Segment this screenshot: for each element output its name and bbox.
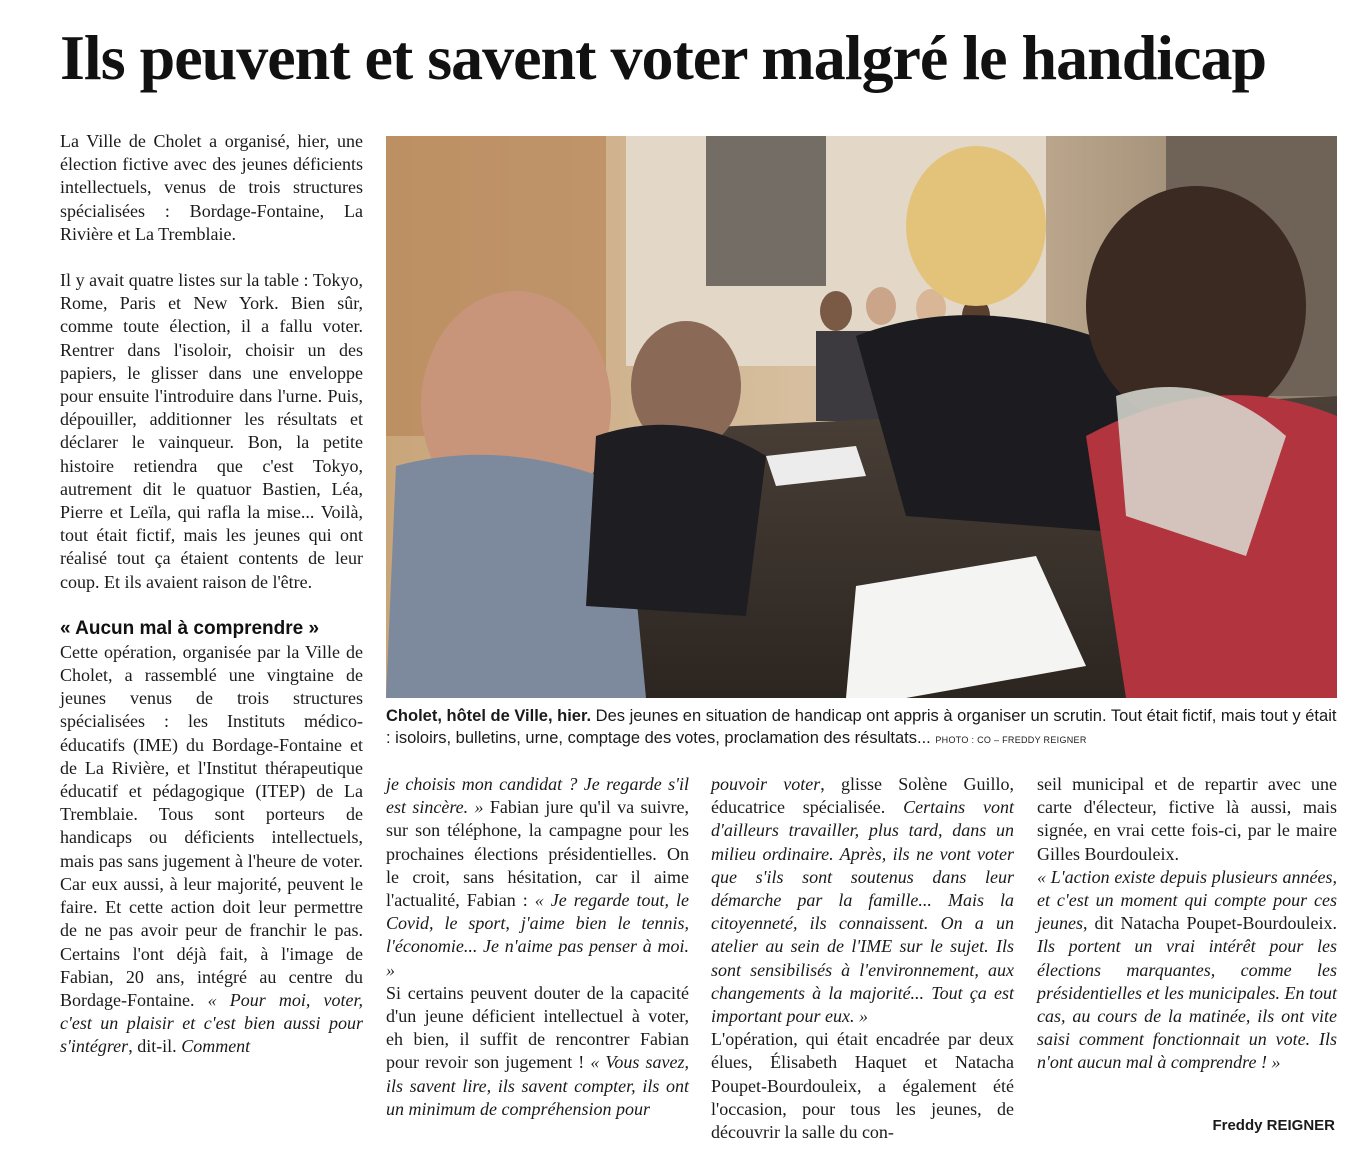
- photo-credit: PHOTO : CO – FREDDY REIGNER: [935, 735, 1087, 745]
- quote-text: pouvoir voter: [711, 774, 821, 794]
- quote-text: Certains vont d'ailleurs travailler, plus tard, dans un milieu ordinaire. Après, ils ne vont voter que s'ils sont soutenus dans leur démarche par la famille... Mais la citoyenneté, ils connaissent. On a un atelier au sein de l'IME sur le sujet. Ils sont sensibilisés à l'environnement, aux changements à la majorité... Tout ça est important pour eux. »: [711, 797, 1015, 1027]
- body-paragraph: [60, 641, 363, 1059]
- body-paragraph: [1037, 866, 1337, 1075]
- quote-text: « Je regarde tout, le Covid, le sport, j'aime bien le tennis, l'économie... Je n'aime pas penser à moi. »: [386, 890, 690, 980]
- caption-text: Des jeunes en situation de handicap ont appris à organiser un scrutin. Tout était fictif, mais tout y était : isoloirs, bulletins, urne, comptage des votes, proclamation des résultats...: [386, 707, 1337, 747]
- body-paragraph: seil municipal et de repartir avec une carte d'électeur, fictive là aussi, mais signée, en vrai cette fois-ci, par le maire Gilles Bourdouleix.: [1037, 774, 1337, 864]
- article-column-2: [386, 773, 689, 1121]
- quote-text: Comment: [181, 1036, 251, 1057]
- photo-caption: [386, 705, 1337, 751]
- body-text: Fabian jure qu'il va suivre, sur son téléphone, la campagne pour les prochaines élections présidentielles. On le croit, sans hésitation, car il aime l'actualité, Fabian :: [386, 797, 689, 911]
- body-text: , dit-il.: [128, 1036, 182, 1057]
- quote-text: « Pour moi, voter, c'est un plaisir et c'est bien aussi pour s'intégrer: [60, 989, 363, 1057]
- subheading: « Aucun mal à comprendre »: [60, 617, 320, 639]
- body-text: Si certains peuvent douter de la capacité d'un jeune déficient intellectuel à voter, eh bien, il suffit de rencontrer Fabian pour revoir son jugement !: [386, 982, 689, 1073]
- body-paragraph: Il y avait quatre listes sur la table : Tokyo, Rome, Paris et New York. Bien sûr, comme toute élection, il a fallu voter. Rentrer dans l'isoloir, choisir un des papiers, le glisser dans une enveloppe pour ensuite l'introduire dans l'urne. Puis, dépouiller, additionner les résultats et déclarer le vainqueur. Bon, la petite histoire retiendra que c'est Tokyo, autrement dit le quatuor Bastien, Léa, Pierre et Leïla, qui rafla la mise... Voilà, tout était fictif, mais les jeunes qui ont réalisé tout ça étaient contents de leur coup. Et ils avaient raison de l'être.: [60, 270, 363, 592]
- body-text: , dit Natacha Poupet-Bourdouleix.: [1082, 913, 1337, 934]
- byline: Freddy REIGNER: [1212, 1117, 1335, 1134]
- body-paragraph: [711, 773, 1014, 1028]
- body-paragraph: [386, 773, 689, 982]
- quote-text: « Vous savez, ils savent lire, ils savent compter, ils ont un minimum de compréhension pour: [386, 1052, 689, 1119]
- quote-text: Ils portent un vrai intérêt pour les élections marquantes, comme les présidentielles et les municipales. En tout cas, au cours de la matinée, ils ont vite saisi comment fonctionnait un vote. Ils n'ont aucun mal à comprendre ! »: [1037, 936, 1337, 1073]
- article-column-4: [1037, 773, 1337, 1075]
- body-text: Cette opération, organisée par la Ville de Cholet, a rassemblé une vingtaine de jeunes venus de trois structures spécialisées : les Instituts médico-éducatifs (IME) du Bordage-Fontaine et de La Rivière, et l'Institut thérapeutique éducatif et pédagogique (ITEP) de La Tremblaie. Tous sont porteurs de handicaps ou déficients intellectuels, mais pas sans jugement à l'heure de voter. Car eux aussi, à leur majorité, peuvent le faire. Et cette action doit leur permettre de ne pas avoir peur de franchir le pas. Certains l'ont déjà fait, à l'image de Fabian, 20 ans, intégré au centre du Bordage-Fontaine.: [60, 641, 363, 1010]
- article-column-1: [60, 130, 363, 1059]
- body-paragraph: [386, 982, 689, 1121]
- headline: Ils peuvent et savent voter malgré le handicap: [60, 22, 1267, 93]
- body-text: , glisse Solène Guillo, éducatrice spécialisée.: [711, 774, 1014, 818]
- article-column-3: [711, 773, 1014, 1144]
- intro-paragraph: La Ville de Cholet a organisé, hier, une élection fictive avec des jeunes déficients intellectuels, venus de trois structures spécialisées : Bordage-Fontaine, La Rivière et La Tremblaie.: [60, 131, 363, 244]
- body-paragraph: L'opération, qui était encadrée par deux élues, Élisabeth Haquet et Natacha Poupet-Bourdouleix, a également été l'occasion, pour tous les jeunes, de découvrir la salle du con-: [711, 1029, 1014, 1143]
- article-photo: [386, 136, 1337, 698]
- caption-lead: Cholet, hôtel de Ville, hier.: [386, 707, 592, 725]
- photo-illustration: [386, 136, 1337, 698]
- quote-text: « L'action existe depuis plusieurs années, et c'est un moment qui compte pour ces jeunes: [1037, 866, 1337, 934]
- quote-text: je choisis mon candidat ? Je regarde s'il est sincère. »: [386, 774, 689, 818]
